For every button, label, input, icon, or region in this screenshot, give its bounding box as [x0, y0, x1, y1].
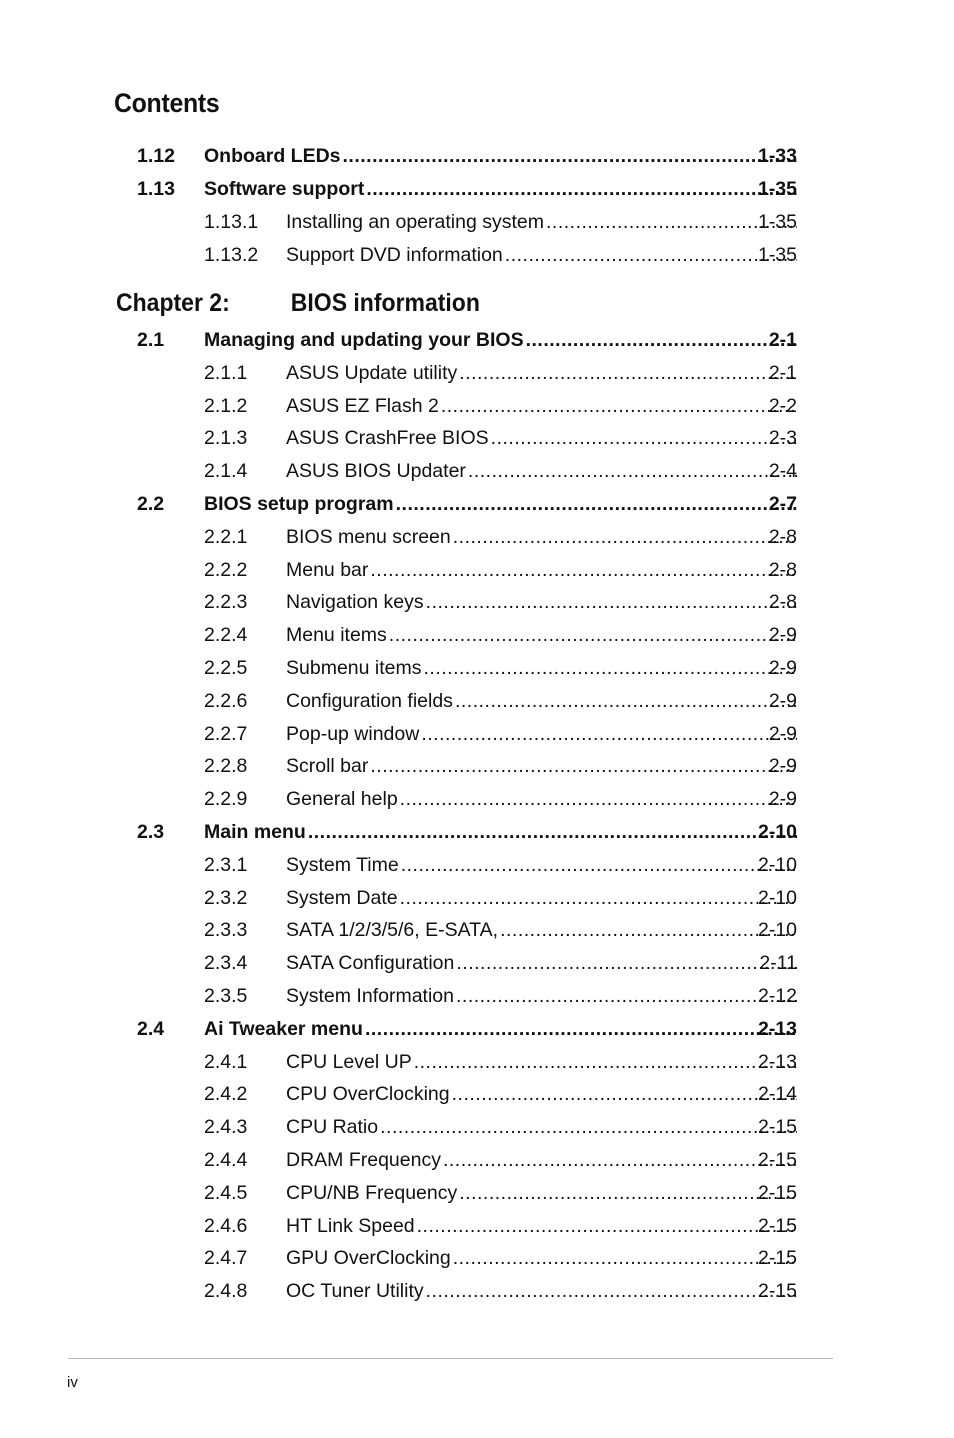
- toc-entry-title: Managing and updating your BIOS: [204, 329, 524, 351]
- toc-entry-leader: [204, 140, 797, 173]
- toc-entry-number: 2.4.1: [204, 1050, 248, 1073]
- dot-leader: [401, 849, 797, 882]
- toc-entry-title: Main menu: [204, 821, 306, 843]
- toc-entry[interactable]: [0, 652, 954, 685]
- toc-entry-title: General help: [286, 788, 398, 811]
- toc-entry[interactable]: [0, 783, 954, 816]
- dot-leader: [366, 173, 797, 206]
- dot-leader: [417, 1210, 797, 1243]
- toc-entry-title: ASUS CrashFree BIOS: [286, 427, 489, 450]
- dot-leader: [365, 1013, 797, 1046]
- dot-leader: [459, 1177, 797, 1210]
- toc-entry[interactable]: [0, 1078, 954, 1111]
- toc-entry-leader: [286, 718, 797, 751]
- toc-entry-leader: [286, 1275, 797, 1308]
- toc-entry-page: 1-33: [757, 145, 797, 167]
- toc-entry-title: Submenu items: [286, 657, 422, 679]
- toc-entry-page: 1-35: [757, 211, 797, 233]
- toc-entry-title: OC Tuner Utility: [286, 1280, 424, 1303]
- dot-leader: [370, 750, 797, 783]
- toc-entry[interactable]: [0, 1144, 954, 1177]
- toc-entry-leader: [286, 1078, 797, 1111]
- toc-entry-leader: [286, 1144, 797, 1177]
- toc-entry-leader: [286, 390, 797, 423]
- toc-entry-leader: [286, 652, 797, 685]
- dot-leader: [389, 619, 797, 652]
- toc-entry-leader: [286, 849, 797, 882]
- toc-entry-title: Configuration fields: [286, 689, 453, 712]
- toc-entry-leader: [204, 488, 797, 521]
- toc-entry[interactable]: [0, 882, 954, 915]
- toc-entry-title: CPU OverClocking: [286, 1083, 450, 1106]
- toc-entry[interactable]: [0, 1210, 954, 1243]
- dot-leader: [400, 882, 797, 915]
- toc-entry-title: CPU Ratio: [286, 1116, 379, 1139]
- toc-entry-leader: [286, 239, 797, 272]
- toc-entry-number: 2.1.4: [204, 460, 248, 483]
- toc-entry-number: 2.2.9: [204, 788, 248, 811]
- toc-entry-page: 1-35: [757, 244, 797, 266]
- toc-entry-title: Navigation keys: [286, 591, 424, 614]
- toc-entry[interactable]: [0, 422, 954, 455]
- toc-entry-leader: [286, 206, 797, 239]
- toc-entry-number: 2.3.3: [204, 919, 248, 942]
- toc-entry-title: SATA 1/2/3/5/6, E-SATA,: [286, 919, 499, 942]
- toc-entry-title: Onboard LEDs: [204, 145, 341, 167]
- toc-entry[interactable]: [0, 914, 954, 947]
- toc-entry-title: Installing an operating system: [286, 211, 544, 233]
- toc-entry-number: 2.4.8: [204, 1280, 248, 1303]
- toc-entry-title: Support DVD information: [286, 244, 503, 266]
- chapter-heading: [116, 289, 480, 318]
- toc-entry-number: 2.2.5: [204, 657, 248, 679]
- toc-entry-number: 1.13.2: [204, 244, 259, 266]
- toc-entry-page: 2-12: [757, 985, 797, 1007]
- toc-entry-number: 2.2.8: [204, 755, 248, 778]
- toc-entry[interactable]: [0, 1275, 954, 1308]
- toc-entry[interactable]: [0, 390, 954, 423]
- toc-entry-page: 2-2: [768, 394, 797, 417]
- toc-entry-title: System Date: [286, 886, 398, 909]
- toc-entry-leader: [286, 1210, 797, 1243]
- toc-entry-number: 2.2.6: [204, 689, 248, 712]
- dot-leader: [421, 718, 797, 751]
- toc-entry-title: SATA Configuration: [286, 952, 455, 975]
- toc-entry[interactable]: [0, 1177, 954, 1210]
- toc-entry[interactable]: [0, 521, 954, 554]
- toc-entry-number: 2.3.5: [204, 985, 248, 1007]
- toc-entry-leader: [286, 1046, 797, 1079]
- toc-entry-title: DRAM Frequency: [286, 1149, 441, 1171]
- toc-entry-leader: [286, 750, 797, 783]
- toc-entry-number: 2.2: [137, 493, 165, 515]
- toc-entry-leader: [286, 947, 797, 980]
- toc-entry-page: 2-15: [757, 1181, 797, 1204]
- toc-entry-page: 2-15: [757, 1214, 797, 1237]
- toc-entry[interactable]: [0, 206, 954, 239]
- toc-entry-leader: [286, 1242, 797, 1275]
- dot-leader: [380, 1111, 797, 1144]
- toc-entry-title: CPU Level UP: [286, 1050, 412, 1073]
- toc-entry-number: 2.4.6: [204, 1214, 248, 1237]
- toc-entry-leader: [204, 816, 797, 849]
- toc-entry-number: 1.12: [137, 145, 175, 167]
- toc-entry-page: 2-14: [757, 1083, 797, 1106]
- toc-entry-page: 2-13: [757, 1017, 797, 1040]
- dot-leader: [443, 1144, 797, 1177]
- toc-entry-page: 2-10: [757, 886, 797, 909]
- toc-entry-page: 2-9: [768, 755, 797, 778]
- toc-entry-leader: [204, 324, 797, 357]
- dot-leader: [423, 652, 797, 685]
- dot-leader: [426, 586, 797, 619]
- dot-leader: [468, 455, 797, 488]
- toc-entry-title: Pop-up window: [286, 722, 420, 745]
- toc-entry-title: Menu items: [286, 624, 387, 647]
- toc-entry-title: ASUS EZ Flash 2: [286, 394, 439, 417]
- toc-entry-title: CPU/NB Frequency: [286, 1181, 458, 1204]
- toc-entry-number: 2.4.4: [204, 1149, 248, 1171]
- toc-entry-number: 2.4.3: [204, 1116, 248, 1139]
- toc-entry-number: 2.2.4: [204, 624, 248, 647]
- toc-entry-page: 2-7: [768, 493, 797, 515]
- footer-divider: [68, 1358, 833, 1359]
- toc-entry[interactable]: [0, 140, 954, 173]
- dot-leader: [400, 783, 797, 816]
- toc-entry-leader: [286, 882, 797, 915]
- toc-entry-title: HT Link Speed: [286, 1214, 415, 1237]
- dot-leader: [455, 685, 797, 718]
- dot-leader: [308, 816, 797, 849]
- toc-entry-leader: [204, 1013, 797, 1046]
- dot-leader: [459, 357, 797, 390]
- toc-entry[interactable]: [0, 718, 954, 751]
- toc-entry-number: 1.13.1: [204, 211, 259, 233]
- dot-leader: [370, 554, 797, 587]
- toc-entry-page: 1-35: [757, 178, 797, 200]
- toc-entry-page: 2-11: [759, 952, 797, 975]
- toc-entry-leader: [286, 685, 797, 718]
- toc-entry-page: 2-4: [768, 460, 797, 483]
- toc-entry-title: ASUS Update utility: [286, 361, 458, 384]
- toc-entry-leader: [286, 422, 797, 455]
- toc-entry-page: 2-9: [768, 624, 797, 647]
- toc-entry-leader: [286, 619, 797, 652]
- page-title: Contents: [114, 88, 220, 118]
- toc-entry-number: 2.1.1: [204, 361, 248, 384]
- dot-leader: [500, 914, 797, 947]
- toc-entry-number: 2.4: [137, 1017, 165, 1040]
- toc-entry[interactable]: [0, 685, 954, 718]
- toc-entry[interactable]: [0, 554, 954, 587]
- dot-leader: [453, 1242, 797, 1275]
- toc-entry-page: 2-8: [768, 591, 797, 614]
- dot-leader: [526, 324, 797, 357]
- toc-entry-leader: [204, 173, 797, 206]
- dot-leader: [414, 1046, 797, 1079]
- toc-entry-page: 2-1: [768, 361, 797, 384]
- toc-entry-title: Ai Tweaker menu: [204, 1017, 363, 1040]
- toc-entry-leader: [286, 914, 797, 947]
- toc-entry-number: 2.4.5: [204, 1181, 248, 1204]
- toc-entry-title: Menu bar: [286, 558, 369, 581]
- toc-entry[interactable]: [0, 947, 954, 980]
- toc-entry-leader: [286, 1111, 797, 1144]
- dot-leader: [453, 521, 797, 554]
- toc-entry-number: 1.13: [137, 178, 175, 200]
- dot-leader: [343, 140, 797, 173]
- toc-entry-page: 2-10: [757, 853, 797, 876]
- toc-entry-page: 2-8: [768, 558, 797, 581]
- toc-entry-title: System Information: [286, 985, 454, 1007]
- toc-entry-number: 2.3.2: [204, 886, 248, 909]
- toc-entry-leader: [286, 521, 797, 554]
- toc-entry-number: 2.4.7: [204, 1247, 248, 1270]
- dot-leader: [441, 390, 797, 423]
- toc-entry-page: 2-15: [757, 1149, 797, 1171]
- toc-entry[interactable]: [0, 357, 954, 390]
- dot-leader: [456, 980, 797, 1013]
- toc-entry[interactable]: [0, 488, 954, 521]
- toc-entry[interactable]: [0, 1046, 954, 1079]
- toc-entry-leader: [286, 455, 797, 488]
- toc-entry-leader: [286, 1177, 797, 1210]
- toc-entry-number: 2.1.2: [204, 394, 248, 417]
- toc-entry-page: 2-9: [768, 657, 797, 679]
- toc-entry-page: 2-8: [768, 525, 797, 548]
- toc-entry-title: Scroll bar: [286, 755, 369, 778]
- toc-entry-page: 2-13: [757, 1050, 797, 1073]
- toc-entry-leader: [286, 586, 797, 619]
- toc-entry[interactable]: [0, 324, 954, 357]
- page-number: iv: [67, 1374, 78, 1391]
- dot-leader: [505, 239, 797, 272]
- dot-leader: [491, 422, 797, 455]
- toc-entry-leader: [286, 980, 797, 1013]
- toc-entry[interactable]: [0, 239, 954, 272]
- dot-leader: [456, 947, 797, 980]
- toc-entry-title: ASUS BIOS Updater: [286, 460, 466, 483]
- toc-entry-number: 2.3: [137, 821, 165, 843]
- toc-entry-page: 2-3: [768, 427, 797, 450]
- chapter-title: BIOS information: [290, 289, 480, 317]
- toc-entry[interactable]: [0, 586, 954, 619]
- dot-leader: [396, 488, 797, 521]
- toc-entry[interactable]: [0, 455, 954, 488]
- toc-entry-page: 2-9: [768, 788, 797, 811]
- toc-entry-leader: [286, 783, 797, 816]
- toc-entry[interactable]: [0, 1242, 954, 1275]
- toc-entry-number: 2.2.1: [204, 525, 248, 548]
- toc-entry-page: 2-10: [757, 919, 797, 942]
- toc-entry[interactable]: [0, 980, 954, 1013]
- toc-entry[interactable]: [0, 1013, 954, 1046]
- toc-entry-page: 2-10: [757, 821, 797, 843]
- toc-entry-leader: [286, 357, 797, 390]
- toc-entry-number: 2.3.4: [204, 952, 248, 975]
- toc-entry-number: 2.1.3: [204, 427, 248, 450]
- toc-entry-number: 2.2.3: [204, 591, 248, 614]
- toc-entry[interactable]: [0, 173, 954, 206]
- toc-entry[interactable]: [0, 816, 954, 849]
- toc-entry-page: 2-9: [768, 722, 797, 745]
- toc-entry[interactable]: [0, 1111, 954, 1144]
- toc-entry-page: 2-9: [768, 689, 797, 712]
- toc-entry-title: System Time: [286, 853, 399, 876]
- dot-leader: [452, 1078, 797, 1111]
- toc-entry-page: 2-15: [757, 1116, 797, 1139]
- toc-entry-number: 2.1: [137, 329, 165, 351]
- chapter-label: Chapter 2:: [116, 289, 230, 317]
- toc-entry-title: BIOS menu screen: [286, 525, 451, 548]
- toc-entry[interactable]: [0, 849, 954, 882]
- toc-entry-leader: [286, 554, 797, 587]
- toc-entry-number: 2.4.2: [204, 1083, 248, 1106]
- toc-entry-title: Software support: [204, 178, 365, 200]
- toc-entry-page: 2-15: [757, 1280, 797, 1303]
- toc-entry[interactable]: [0, 619, 954, 652]
- toc-entry-title: BIOS setup program: [204, 493, 394, 515]
- toc-entry[interactable]: [0, 750, 954, 783]
- toc-entry-page: 2-15: [757, 1247, 797, 1270]
- dot-leader: [426, 1275, 797, 1308]
- toc-entry-number: 2.2.2: [204, 558, 248, 581]
- toc-entry-title: GPU OverClocking: [286, 1247, 451, 1270]
- toc-entry-number: 2.2.7: [204, 722, 248, 745]
- toc-entry-page: 2-1: [768, 329, 797, 351]
- toc-entry-number: 2.3.1: [204, 853, 248, 876]
